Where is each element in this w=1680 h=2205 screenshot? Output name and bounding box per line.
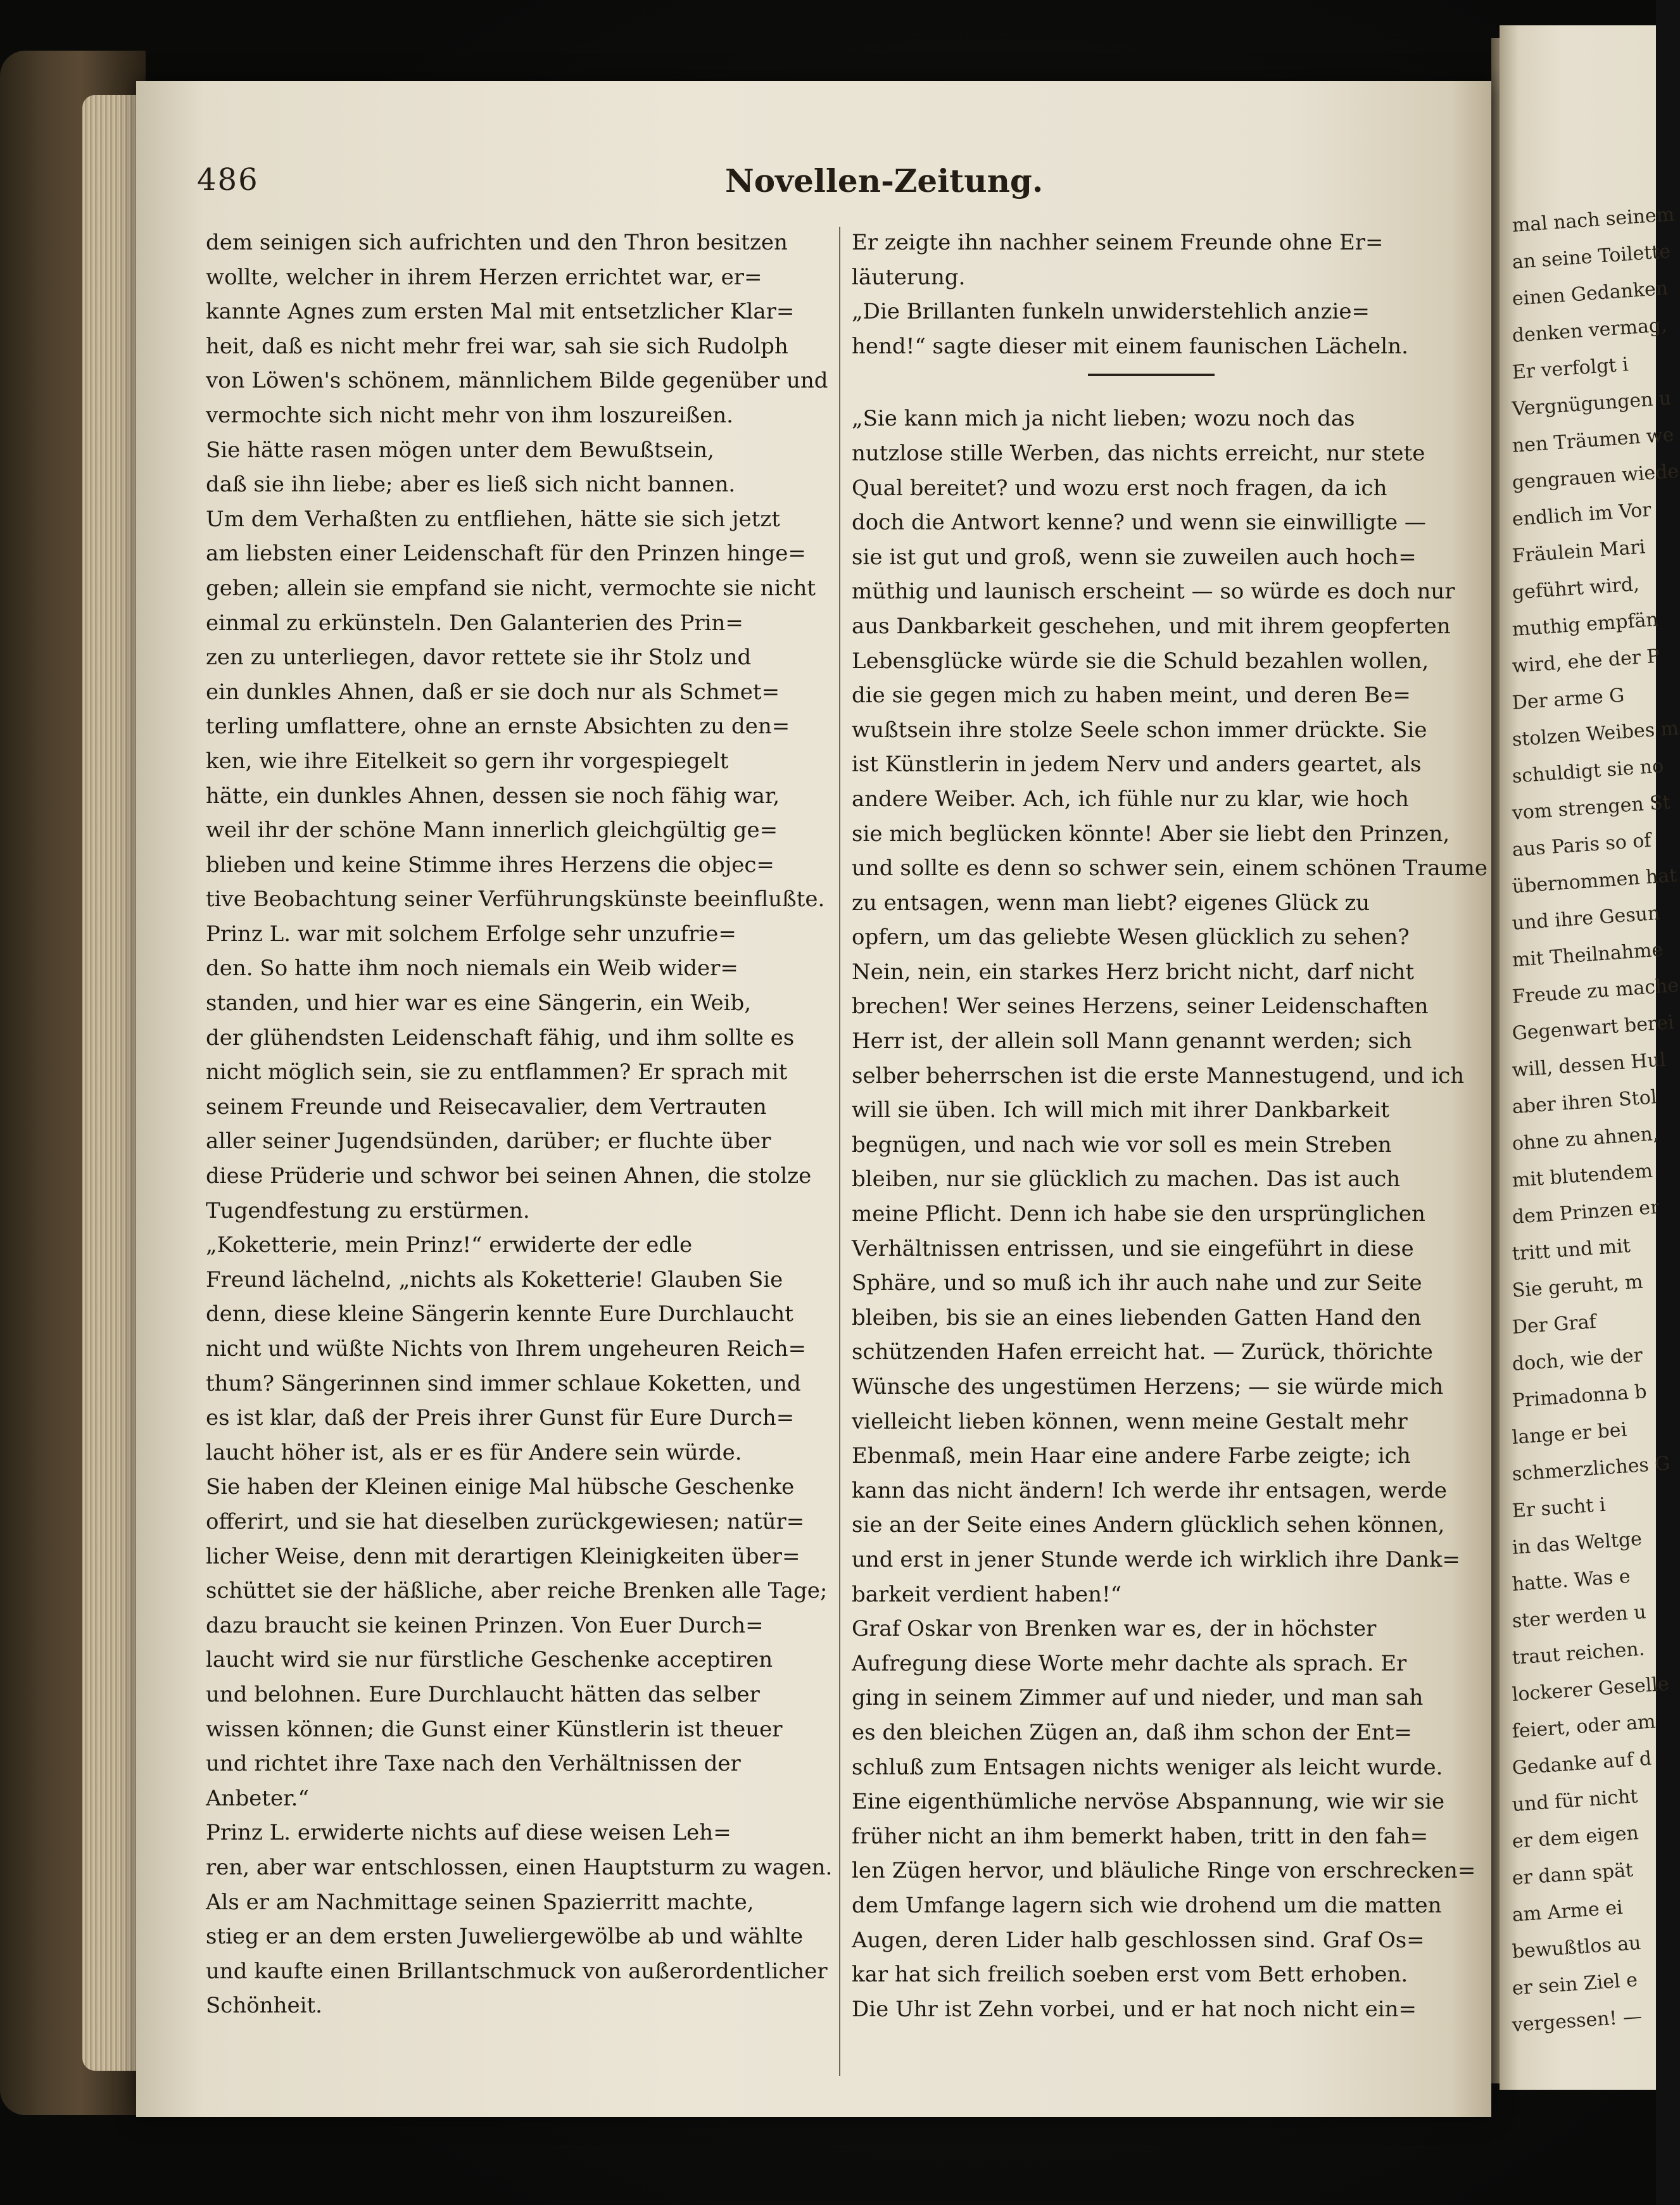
text-line: nicht und wüßte Nichts von Ihrem ungeheuren Reich= — [206, 1336, 807, 1362]
text-line: und belohnen. Eure Durchlaucht hätten das selber — [206, 1681, 760, 1707]
fragment-line: geführt wird, — [1511, 573, 1640, 604]
fragment-line: einen Gedanken — [1511, 277, 1669, 310]
fragment-line: vom strengen St — [1511, 791, 1671, 825]
text-line: wollte, welcher in ihrem Herzen errichtet war, er= — [206, 264, 762, 290]
text-line: len Zügen hervor, und bläuliche Ringe von erschrecken= — [852, 1858, 1476, 1884]
text-line: hend!“ sagte dieser mit einem faunischen Lächeln. — [852, 333, 1408, 359]
text-line: wissen können; die Gunst einer Künstlerin ist theuer — [206, 1716, 783, 1742]
text-line: den. So hatte ihm noch niemals ein Weib wider= — [206, 956, 738, 982]
text-line: doch die Antwort kenne? und wenn sie einwilligte — — [852, 510, 1426, 536]
fragment-line: bewußtlos au — [1511, 1931, 1642, 1963]
text-line: kann das nicht ändern! Ich werde ihr entsagen, werde — [852, 1477, 1447, 1503]
text-line: nutzlose stille Werben, das nichts erreicht, nur stete — [852, 440, 1425, 466]
fragment-line: schuldigt sie no — [1511, 755, 1665, 788]
fragment-line: Gegenwart berei — [1511, 1011, 1675, 1045]
text-line: sie ist gut und groß, wenn sie zuweilen auch hoch= — [852, 544, 1417, 570]
fragment-line: vergessen! — — [1511, 2005, 1643, 2037]
fragment-line: er dem eigen — [1511, 1822, 1639, 1853]
text-line: Augen, deren Lider halb geschlossen sind. Graf Os= — [852, 1927, 1425, 1953]
text-line: es ist klar, daß der Preis ihrer Gunst für Eure Durch= — [206, 1405, 795, 1431]
fragment-line: in das Weltge — [1511, 1527, 1643, 1559]
text-line: Wünsche des ungestümen Herzens; — sie würde mich — [852, 1374, 1444, 1399]
text-line: Graf Oskar von Brenken war es, der in höchster — [852, 1616, 1377, 1642]
left-text-column — [206, 225, 896, 2023]
text-line: schützenden Hafen erreicht hat. — Zurück, thörichte — [852, 1339, 1433, 1365]
text-line: Prinz L. erwiderte nichts auf diese weisen Leh= — [206, 1820, 731, 1846]
section-divider-rule — [1088, 374, 1215, 376]
text-line: Anbeter.“ — [206, 1785, 309, 1811]
text-line: daß sie ihn liebe; aber es ließ sich nicht bannen. — [206, 472, 736, 498]
running-title: Novellen-Zeitung. — [725, 162, 1044, 199]
text-line: laucht wird sie nur fürstliche Geschenke acceptiren — [206, 1647, 773, 1673]
text-line: opfern, um das geliebte Wesen glücklich zu sehen? — [852, 925, 1410, 951]
text-line: hätte, ein dunkles Ahnen, dessen sie noch fähig war, — [206, 783, 780, 809]
text-line: will sie üben. Ich will mich mit ihrer Dankbarkeit — [852, 1097, 1390, 1123]
text-line: läuterung. — [852, 264, 966, 290]
text-line: Verhältnissen entrissen, und sie eingeführt in diese — [852, 1235, 1414, 1261]
text-line: heit, daß es nicht mehr frei war, sah sie sich Rudolph — [206, 333, 788, 359]
text-line: licher Weise, denn mit derartigen Kleinigkeiten über= — [206, 1543, 800, 1569]
right-page-partial — [1500, 25, 1680, 2090]
column-divider — [839, 227, 840, 2076]
fragment-line: schmerzliches G — [1511, 1452, 1671, 1486]
fragment-line: Freude zu mache — [1511, 974, 1680, 1008]
fragment-line: er dann spät — [1511, 1859, 1634, 1890]
text-line: „Die Brillanten funkeln unwiderstehlich anzie= — [852, 299, 1370, 325]
fragment-line: ohne zu ahnen, — [1511, 1122, 1660, 1155]
text-line: barkeit verdient haben!“ — [852, 1581, 1122, 1607]
text-line: sie an der Seite eines Andern glücklich sehen können, — [852, 1512, 1445, 1538]
text-line: andere Weiber. Ach, ich fühle nur zu klar, wie hoch — [852, 786, 1409, 812]
fragment-line: Sie geruht, m — [1511, 1270, 1644, 1302]
fragment-line: aus Paris so of — [1511, 829, 1652, 861]
text-line: zen zu unterliegen, davor rettete sie ihr Stolz und — [206, 645, 752, 671]
fragment-line: denken vermag, — [1511, 313, 1668, 347]
fragment-line: doch, wie der — [1511, 1344, 1643, 1375]
fragment-line: muthig empfän — [1511, 608, 1659, 641]
text-line: Tugendfestung zu erstürmen. — [206, 1197, 530, 1223]
text-line: Schönheit. — [206, 1993, 322, 2019]
text-line: standen, und hier war es eine Sängerin, ein Weib, — [206, 990, 752, 1016]
text-line: und sollte es denn so schwer sein, einem schönen Traume — [852, 856, 1487, 881]
text-line: einmal zu erkünsteln. Den Galanterien des Prin= — [206, 610, 743, 636]
fragment-line: nen Träumen we — [1511, 424, 1675, 457]
fragment-line: gengrauen wiede — [1511, 460, 1680, 494]
text-line: Eine eigenthümliche nervöse Abspannung, wie wir sie — [852, 1789, 1445, 1815]
text-line: Die Uhr ist Zehn vorbei, und er hat noch nicht ein= — [852, 1996, 1417, 2022]
text-line: sie mich beglücken könnte! Aber sie liebt den Prinzen, — [852, 821, 1450, 847]
text-line: vielleicht lieben können, wenn meine Gestalt mehr — [852, 1408, 1408, 1434]
text-line: denn, diese kleine Sängerin kennte Eure Durchlaucht — [206, 1301, 793, 1327]
text-line: Lebensglücke würde sie die Schuld bezahlen wollen, — [852, 648, 1429, 674]
text-line: Aufregung diese Worte mehr dachte als sprach. Er — [852, 1650, 1407, 1676]
text-line: und erst in jener Stunde werde ich wirklich ihre Dank= — [852, 1546, 1461, 1572]
text-line: Um dem Verhaßten zu entfliehen, hätte sie sich jetzt — [206, 506, 780, 532]
text-line: nicht möglich sein, sie zu entflammen? Er sprach mit — [206, 1059, 788, 1085]
text-line: es den bleichen Zügen an, daß ihm schon der Ent= — [852, 1719, 1413, 1745]
text-line: von Löwen's schönem, männlichem Bilde gegenüber und — [206, 368, 828, 394]
text-line: begnügen, und nach wie vor soll es mein Streben — [852, 1132, 1392, 1158]
text-line: Sphäre, und so muß ich ihr auch nahe und zur Seite — [852, 1270, 1422, 1296]
text-line: zu entsagen, wenn man liebt? eigenes Glück zu — [852, 890, 1370, 916]
text-line: ein dunkles Ahnen, daß er sie doch nur als Schmet= — [206, 679, 780, 705]
text-line: selber beherrschen ist die erste Mannestugend, und ich — [852, 1063, 1465, 1089]
text-line: und richtet ihre Taxe nach den Verhältnissen der — [206, 1751, 741, 1777]
text-line: „Koketterie, mein Prinz!“ erwiderte der edle — [206, 1232, 693, 1258]
fragment-line: endlich im Vor — [1511, 498, 1652, 531]
text-line: aller seiner Jugendsünden, darüber; er fluchte über — [206, 1128, 771, 1154]
text-line: Als er am Nachmittage seinen Spazierritt machte, — [206, 1889, 754, 1915]
fragment-line: tritt und mit — [1511, 1234, 1631, 1265]
text-line: ist Künstlerin in jedem Nerv und anders geartet, als — [852, 752, 1422, 778]
text-line: wußtsein ihre stolze Seele schon immer drückte. Sie — [852, 717, 1427, 743]
fragment-line: traut reichen. — [1511, 1638, 1646, 1669]
text-line: offerirt, und sie hat dieselben zurückgewiesen; natür= — [206, 1508, 805, 1534]
text-line: schluß zum Entsagen nichts weniger als leicht wurde. — [852, 1754, 1443, 1780]
text-line: Qual bereitet? und wozu erst noch fragen, da ich — [852, 475, 1387, 501]
fragment-line: Vergnügungen u — [1511, 387, 1672, 420]
text-line: kannte Agnes zum ersten Mal mit entsetzlicher Klar= — [206, 299, 795, 325]
fragment-line: übernommen hat — [1511, 864, 1678, 898]
fragment-line: lange er bei — [1511, 1418, 1628, 1449]
fragment-line: mit Theilnahme — [1511, 938, 1664, 971]
fragment-line: lockerer Geselle — [1511, 1672, 1670, 1706]
text-line: der glühendsten Leidenschaft fähig, und ihm sollte es — [206, 1025, 795, 1051]
fragment-line: Der Graf — [1511, 1310, 1597, 1339]
text-line: dem Umfange lagern sich wie drohend um die matten — [852, 1892, 1442, 1918]
fragment-line: mit blutendem — [1511, 1159, 1653, 1192]
text-line: bleiben, bis sie an eines liebenden Gatten Hand den — [852, 1305, 1422, 1330]
text-line: terling umflattere, ohne an ernste Absichten zu den= — [206, 714, 790, 740]
text-line: ren, aber war entschlossen, einen Hauptsturm zu wagen. — [206, 1854, 833, 1880]
fragment-line: hatte. Was e — [1511, 1565, 1631, 1596]
fragment-line: am Arme ei — [1511, 1896, 1624, 1926]
text-line: weil ihr der schöne Mann innerlich gleichgültig ge= — [206, 818, 778, 843]
text-line: diese Prüderie und schwor bei seinen Ahnen, die stolze — [206, 1163, 812, 1189]
text-line: müthig und launisch erscheint — so würde es doch nur — [852, 579, 1455, 605]
text-line: kar hat sich freilich soeben erst vom Bett erhoben. — [852, 1962, 1408, 1988]
text-line: aus Dankbarkeit geschehen, und mit ihrem geopferten — [852, 613, 1451, 639]
text-line: seinem Freunde und Reisecavalier, dem Vertrauten — [206, 1094, 767, 1120]
fragment-line: wird, ehe der P — [1511, 645, 1660, 678]
text-line: Ebenmaß, mein Haar eine andere Farbe zeigte; ich — [852, 1443, 1411, 1469]
text-line: Sie hätte rasen mögen unter dem Bewußtsein, — [206, 437, 714, 463]
fragment-line: will, dessen Hul — [1511, 1049, 1667, 1082]
fragment-line: aber ihren Stol — [1511, 1086, 1658, 1118]
text-line: Sie haben der Kleinen einige Mal hübsche Geschenke — [206, 1474, 795, 1500]
fragment-line: und für nicht — [1511, 1785, 1639, 1816]
fragment-line: und ihre Gesun — [1511, 902, 1661, 935]
text-line: die sie gegen mich zu haben meint, und deren Be= — [852, 683, 1411, 709]
text-line: thum? Sängerinnen sind immer schlaue Koketten, und — [206, 1370, 801, 1396]
text-line: Prinz L. war mit solchem Erfolge sehr unzufrie= — [206, 921, 736, 947]
text-line: am liebsten einer Leidenschaft für den Prinzen hinge= — [206, 541, 806, 567]
fragment-line: an seine Toilette — [1511, 240, 1672, 274]
left-page — [136, 81, 1491, 2117]
fragment-line: Fräulein Mari — [1511, 536, 1646, 567]
fragment-line: er sein Ziel e — [1511, 1969, 1638, 2000]
fragment-line: Er sucht i — [1511, 1493, 1607, 1522]
fragment-line: stolzen Weibes m — [1511, 717, 1680, 751]
text-line: Freund lächelnd, „nichts als Koketterie! Glauben Sie — [206, 1267, 783, 1292]
fragment-line: Primadonna b — [1511, 1380, 1648, 1412]
text-line: geben; allein sie empfand sie nicht, vermochte sie nicht — [206, 575, 816, 601]
fragment-line: feiert, oder am — [1511, 1710, 1657, 1743]
fragment-line: Er verfolgt i — [1511, 353, 1629, 384]
text-line: laucht höher ist, als er es für Andere sein würde. — [206, 1439, 742, 1465]
text-line: ging in seinem Zimmer auf und nieder, und man sah — [852, 1685, 1424, 1711]
text-line: meine Pflicht. Denn ich habe sie den ursprünglichen — [852, 1201, 1425, 1227]
text-line: brechen! Wer seines Herzens, seiner Leidenschaften — [852, 994, 1429, 1020]
text-line: dazu braucht sie keinen Prinzen. Von Euer Durch= — [206, 1612, 764, 1638]
text-line: vermochte sich nicht mehr von ihm loszureißen. — [206, 402, 733, 428]
fragment-line: mal nach seinem — [1511, 203, 1676, 237]
text-line: blieben und keine Stimme ihres Herzens die objec= — [206, 852, 774, 878]
fragment-line: ster werden u — [1511, 1601, 1647, 1633]
text-line: ken, wie ihre Eitelkeit so gern ihr vorgespiegelt — [206, 748, 729, 774]
text-line: stieg er an dem ersten Juweliergewölbe ab und wählte — [206, 1924, 804, 1950]
text-line: früher nicht an ihm bemerkt haben, tritt in den fah= — [852, 1823, 1429, 1849]
page-number: 486 — [197, 162, 259, 198]
text-line: bleiben, nur sie glücklich zu machen. Das ist auch — [852, 1166, 1401, 1192]
text-line: Nein, nein, ein starkes Herz bricht nicht, darf nicht — [852, 959, 1415, 985]
fragment-line: dem Prinzen er — [1511, 1196, 1660, 1229]
text-line: und kaufte einen Brillantschmuck von außerordentlicher — [206, 1958, 828, 1984]
text-line: Herr ist, der allein soll Mann genannt werden; sich — [852, 1028, 1412, 1054]
text-line: tive Beobachtung seiner Verführungskünste beeinflußte. — [206, 887, 825, 913]
text-line: dem seinigen sich aufrichten und den Thron besitzen — [206, 230, 788, 255]
text-line: „Sie kann mich ja nicht lieben; wozu noch das — [852, 406, 1355, 432]
fragment-line: Gedanke auf d — [1511, 1747, 1653, 1779]
text-line: schüttet sie der häßliche, aber reiche Brenken alle Tage; — [206, 1578, 828, 1604]
text-line: Er zeigte ihn nachher seinem Freunde ohne Er= — [852, 230, 1384, 255]
fragment-line: Der arme G — [1511, 684, 1626, 714]
